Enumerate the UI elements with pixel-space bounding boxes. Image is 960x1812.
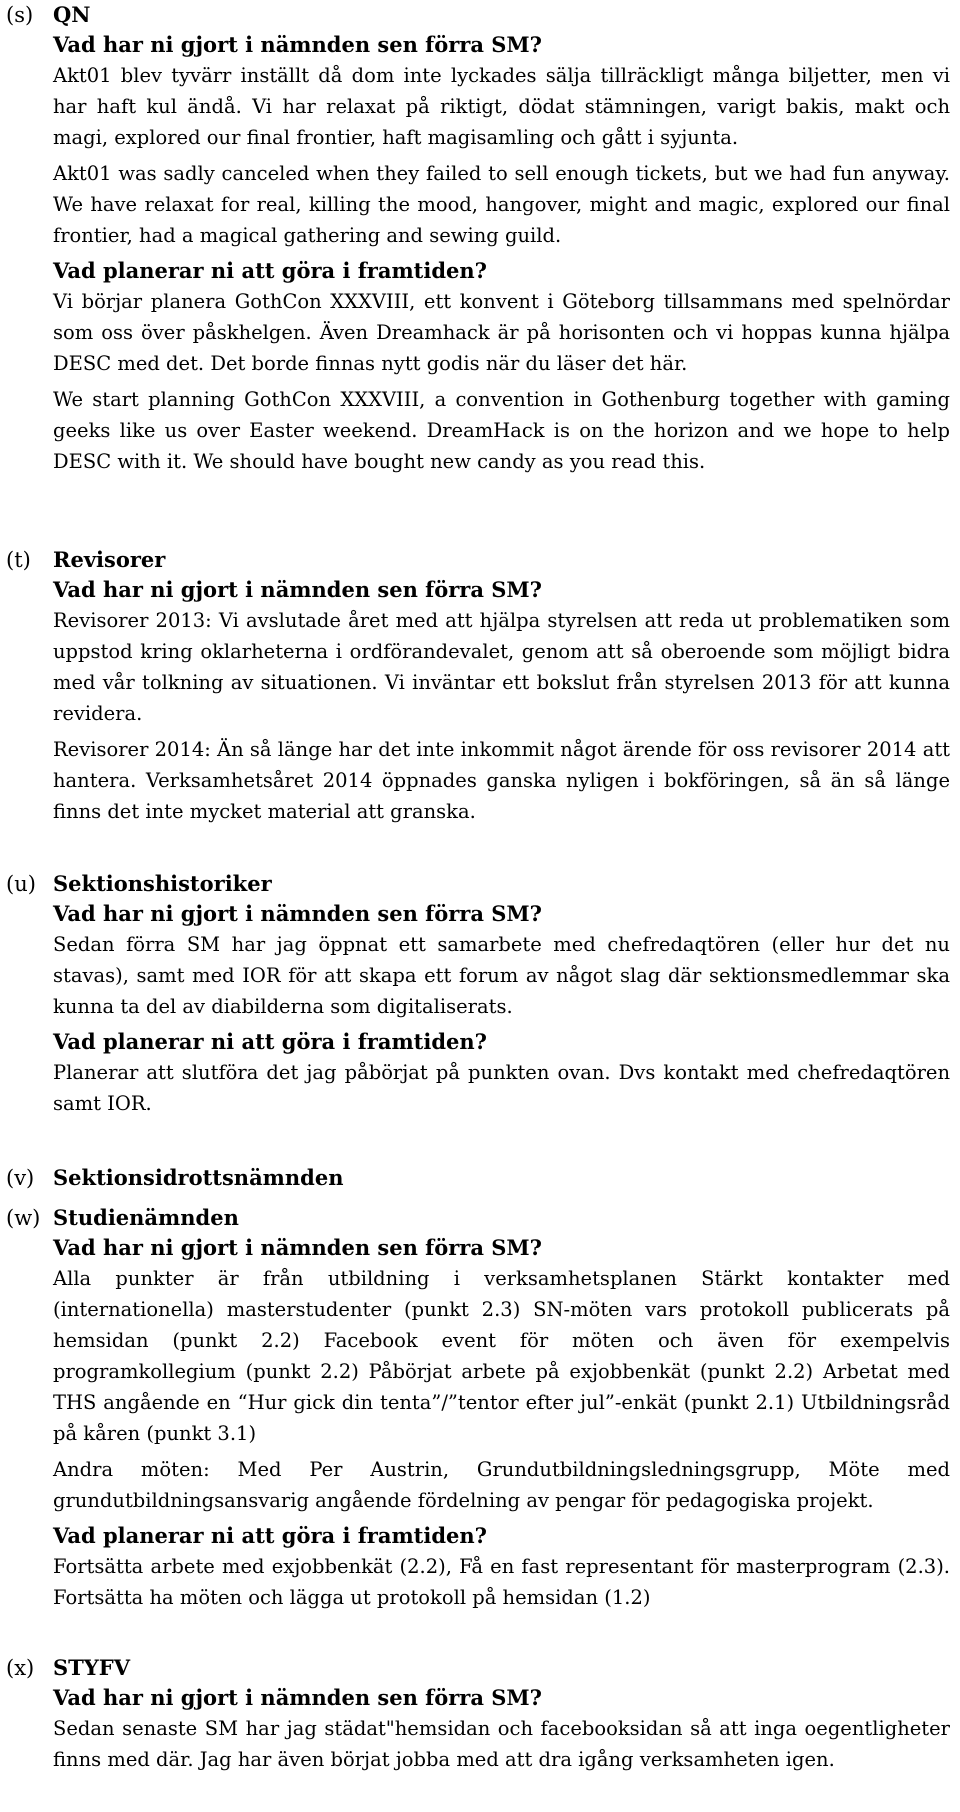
section-title: QN — [53, 2, 91, 27]
question-heading: Vad har ni gjort i nämnden sen förra SM? — [53, 32, 542, 57]
section-qn — [0, 0, 960, 477]
question-heading: Vad planerar ni att göra i framtiden? — [53, 1523, 487, 1548]
section-sektionsidrottsnamnden — [0, 1163, 960, 1193]
paragraph: Akt01 blev tyvärr inställt då dom inte lyckades sälja tillräckligt många biljetter, men vi har haft kul ändå. Vi har relaxat på riktigt, dödat stämningen, varigt bakis, makt och magi, explored our final frontier, haft magisamling och gått i syjunta. — [53, 64, 950, 149]
question-heading: Vad planerar ni att göra i framtiden? — [53, 1029, 487, 1054]
section-label: (t) — [6, 548, 31, 572]
section-heading — [0, 1653, 960, 1683]
section-title: Revisorer — [53, 547, 166, 572]
section-revisorer — [0, 545, 960, 827]
section-label: (w) — [6, 1206, 41, 1230]
section-studienamnden — [0, 1203, 960, 1613]
section-heading — [0, 869, 960, 899]
question-heading: Vad har ni gjort i nämnden sen förra SM? — [53, 577, 542, 602]
section-label: (v) — [6, 1166, 35, 1190]
section-heading — [0, 1163, 960, 1193]
section-heading — [0, 0, 960, 30]
section-sektionshistoriker — [0, 869, 960, 1119]
question-heading: Vad har ni gjort i nämnden sen förra SM? — [53, 901, 542, 926]
section-body — [53, 899, 950, 1119]
section-heading — [0, 1203, 960, 1233]
paragraph: Planerar att slutföra det jag påbörjat på punkten ovan. Dvs kontakt med chefredaqtören samt IOR. — [53, 1061, 950, 1115]
section-styfv — [0, 1653, 960, 1775]
section-label: (x) — [6, 1656, 35, 1680]
paragraph: Revisorer 2013: Vi avslutade året med att hjälpa styrelsen att reda ut problematiken som uppstod kring oklarheterna i ordförandevalet, genom att så oberoende som möjligt bidra med vår tolkning av situationen. Vi inväntar ett bokslut från styrelsen 2013 för att kunna revidera. — [53, 609, 950, 725]
paragraph: Sedan förra SM har jag öppnat ett samarbete med chefredaqtören (eller hur det nu stavas), samt med IOR för att skapa ett forum av något slag där sektionsmedlemmar ska kunna ta del av diabilderna som digitaliserats. — [53, 933, 950, 1018]
section-heading — [0, 545, 960, 575]
section-label: (u) — [6, 872, 36, 896]
question-heading: Vad har ni gjort i nämnden sen förra SM? — [53, 1685, 542, 1710]
section-body — [53, 575, 950, 827]
section-title: STYFV — [53, 1655, 130, 1680]
section-body — [53, 1683, 950, 1775]
paragraph: Andra möten: Med Per Austrin, Grundutbildningsledningsgrupp, Möte med grundutbildningsansvarig angående fördelning av pengar för pedagogiska projekt. — [53, 1458, 950, 1512]
section-body — [53, 30, 950, 477]
section-title: Sektionshistoriker — [53, 871, 272, 896]
paragraph: Akt01 was sadly canceled when they failed to sell enough tickets, but we had fun anyway. We have relaxat for real, killing the mood, hangover, might and magic, explored our final frontier, had a magical gathering and sewing guild. — [53, 162, 950, 247]
question-heading: Vad planerar ni att göra i framtiden? — [53, 258, 487, 283]
paragraph: Vi börjar planera GothCon XXXVIII, ett konvent i Göteborg tillsammans med spelnördar som oss över påskhelgen. Även Dreamhack är på horisonten och vi hoppas kunna hjälpa DESC med det. Det borde finnas nytt godis när du läser det här. — [53, 290, 950, 375]
paragraph: We start planning GothCon XXXVIII, a convention in Gothenburg together with gaming geeks like us over Easter weekend. DreamHack is on the horizon and we hope to help DESC with it. We should have bought new candy as you read this. — [53, 388, 950, 473]
section-title: Studienämnden — [53, 1205, 239, 1230]
paragraph: Fortsätta arbete med exjobbenkät (2.2), Få en fast representant för masterprogram (2.3). Fortsätta ha möten och lägga ut protokoll på hemsidan (1.2) — [53, 1555, 950, 1609]
section-title: Sektionsidrottsnämnden — [53, 1165, 344, 1190]
paragraph: Revisorer 2014: Än så länge har det inte inkommit något ärende för oss revisorer 2014 att hantera. Verksamhetsåret 2014 öppnades ganska nyligen i bokföringen, så än så länge finns det inte mycket material att granska. — [53, 738, 950, 823]
paragraph: Sedan senaste SM har jag städat"hemsidan och facebooksidan så att inga oegentligheter finns med där. Jag har även börjat jobba med att dra igång verksamheten igen. — [53, 1717, 950, 1771]
section-label: (s) — [6, 3, 34, 27]
section-body — [53, 1233, 950, 1613]
question-heading: Vad har ni gjort i nämnden sen förra SM? — [53, 1235, 542, 1260]
paragraph: Alla punkter är från utbildning i verksamhetsplanen Stärkt kontakter med (internationella) masterstudenter (punkt 2.3) SN-möten vars protokoll publicerats på hemsidan (punkt 2.2) Facebook event för möten och även för exempelvis programkollegium (punkt 2.2) Påbörjat arbete på exjobbenkät (punkt 2.2) Arbetat med THS angående en “Hur gick din tenta”/”tentor efter jul”-enkät (punkt 2.1) Utbildningsråd på kåren (punkt 3.1) — [53, 1267, 950, 1445]
